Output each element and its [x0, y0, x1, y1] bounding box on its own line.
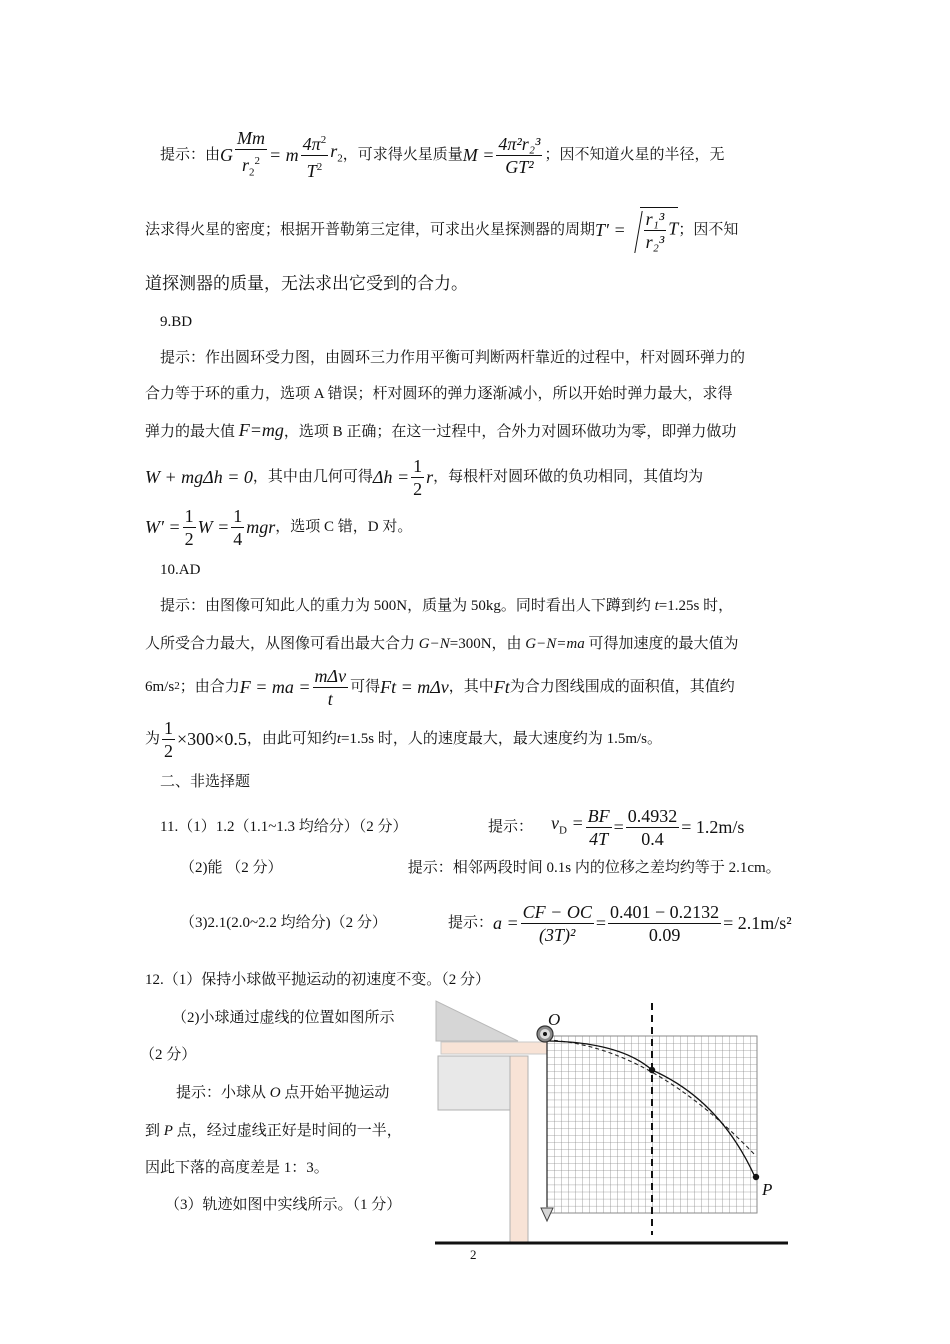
- table-leg: [510, 1056, 528, 1243]
- frac-num: 1: [233, 505, 243, 526]
- math-eq: = m: [269, 145, 299, 165]
- math: Ft = mΔv: [380, 677, 449, 697]
- result: = 2.1m/s²: [723, 913, 792, 933]
- q9-answer: 9.BD: [160, 314, 193, 330]
- q9-line1: 提示：作出圆环受力图，由圆环三力作用平衡可判断两杆靠近的过程中，杆对圆环弹力的: [160, 350, 746, 366]
- math: r: [426, 467, 434, 487]
- q9-line2: 合力等于环的重力，选项 A 错误；杆对圆环的弹力逐渐减小，所以开始时弹力最大，求得: [145, 386, 733, 402]
- text: 为合力图线围成的面积值，其值约: [509, 679, 735, 695]
- hint-label: 提示：: [448, 915, 494, 931]
- text: 可得: [350, 679, 381, 695]
- q12-part3: （3）轨迹如图中实线所示。（1 分）: [165, 1197, 402, 1213]
- text: 点，经过虚线正好是时间的一半，: [176, 1123, 402, 1139]
- text: 11.（1）1.2（1.1~1.3 均给分）（2 分）: [160, 819, 408, 835]
- text: =1.5s 时，人的速度最大，最大速度约为 1.5m/s。: [341, 731, 662, 747]
- text: 提示：由图像可知此人的重力为 500N，质量为 50kg。同时看出人下蹲到约: [160, 598, 651, 614]
- point-P-dot: [753, 1174, 759, 1180]
- frac-num: 1: [413, 455, 423, 476]
- text: ，选项 B 正确；在这一过程中，合外力对圆环做功为零，即弹力做功: [283, 424, 737, 440]
- t: 4π: [302, 133, 321, 154]
- section2-title: 二、非选择题: [160, 774, 251, 790]
- hint-label: 提示：由: [160, 147, 221, 163]
- frac-num: mΔv: [314, 665, 347, 686]
- math: W + mgΔh = 0: [145, 467, 253, 487]
- hint-label: 提示：: [488, 819, 534, 835]
- table-top: [441, 1042, 547, 1054]
- text: （3)2.1(2.0~2.2 均给分)（2 分）: [180, 915, 387, 931]
- sup: 2: [320, 133, 327, 146]
- q10-answer: 10.AD: [160, 562, 201, 578]
- frac-num: 4π²r₂³: [498, 133, 541, 154]
- math: t: [654, 598, 659, 614]
- ramp: [436, 1001, 518, 1041]
- t: v: [551, 813, 560, 834]
- text: 弹力的最大值: [145, 424, 236, 440]
- math: ×300×0.5: [177, 729, 247, 749]
- text: 法求得火星的密度；根据开普勒第三定律，可求出火星探测器的周期: [145, 222, 596, 238]
- frac-den: 0.09: [648, 924, 681, 945]
- sup: 2: [174, 680, 180, 692]
- math: F=mg: [238, 420, 284, 440]
- frac-den: r₂³: [645, 232, 665, 252]
- text: ，其中由几何可得: [252, 469, 373, 485]
- frac-den: (3T)²: [539, 924, 576, 945]
- frac-num: 1: [184, 505, 194, 526]
- text: 人所受合力最大，从图像可看出最大合力: [145, 636, 416, 652]
- r: r: [242, 154, 250, 175]
- frac-den: t: [327, 688, 333, 709]
- frac-num: 1: [164, 717, 174, 738]
- math-T-prime: T′ =: [595, 220, 626, 240]
- frac-den: 4T: [589, 828, 609, 849]
- q12-part1: 12.（1）保持小球做平抛运动的初速度不变。（2 分）: [145, 972, 491, 988]
- text: 提示：小球从: [176, 1085, 267, 1101]
- result: = 1.2m/s: [681, 817, 745, 837]
- ball-center: [543, 1032, 547, 1036]
- label-P: P: [762, 1180, 773, 1199]
- sup: 2: [254, 154, 261, 167]
- math-O: O: [269, 1085, 281, 1101]
- sub: 2: [337, 152, 343, 165]
- frac-den: 0.4: [641, 828, 664, 849]
- frac-num: CF − OC: [522, 901, 592, 922]
- q12-part2-line1: （2)小球通过虚线的位置如图所示: [172, 1010, 395, 1026]
- hint: 提示：相邻两段时间 0.1s 内的位移之差均约等于 2.1cm。: [407, 860, 781, 876]
- text: ，每根杆对圆环做的负功相同，其值均为: [433, 469, 704, 485]
- math: Ft: [493, 677, 510, 697]
- text: ；因不知道火星的半径，无: [544, 147, 725, 163]
- text: 点开始平抛运动: [284, 1085, 390, 1101]
- midpoint-dot: [649, 1067, 655, 1073]
- frac-den: GT²: [505, 156, 534, 177]
- frac-num: r₁³: [645, 209, 665, 229]
- math: Δh =: [372, 467, 410, 487]
- math-vD: $v_D$ =: [551, 813, 584, 837]
- frac-num: 0.4932: [627, 805, 678, 826]
- eq: =: [595, 913, 606, 933]
- page-number: 2: [470, 1247, 477, 1262]
- math: G−N: [418, 636, 450, 652]
- math: F = ma =: [239, 677, 311, 697]
- math-M: M =: [462, 145, 495, 165]
- frac-den: 2: [184, 528, 194, 549]
- text: 为: [145, 731, 161, 747]
- sup: 2: [316, 160, 323, 173]
- text: =1.25s 时，: [658, 598, 734, 614]
- label-O: O: [548, 1010, 561, 1029]
- frac-den: 2: [413, 478, 423, 499]
- t: T: [668, 218, 679, 239]
- text: =300N，由: [449, 636, 522, 652]
- text: ；由合力: [179, 679, 240, 695]
- text: ，其中: [448, 679, 494, 695]
- text: ，选项 C 错，D 对。: [275, 519, 413, 535]
- sub: D: [559, 824, 567, 837]
- text: （2)能 （2 分）: [180, 860, 283, 876]
- sub: 2: [249, 166, 255, 179]
- t: T: [306, 160, 317, 181]
- math: a =: [493, 913, 519, 933]
- text: 到: [145, 1123, 161, 1139]
- math: W′ =: [145, 517, 181, 537]
- frac-num: BF: [587, 805, 610, 826]
- text: 6m/s: [145, 679, 175, 695]
- text: ，由此可知约: [246, 731, 337, 747]
- q12-part2-line2: （2 分）: [140, 1047, 197, 1063]
- math-G: G: [220, 145, 234, 165]
- math-P: P: [163, 1123, 173, 1139]
- math: G−N=ma: [525, 636, 585, 652]
- frac-den: 4: [233, 528, 243, 549]
- text: ，可求得火星质量: [342, 147, 463, 163]
- math: t: [336, 731, 342, 747]
- text: ；因不知: [678, 222, 739, 238]
- math: W =: [197, 517, 230, 537]
- t: r: [330, 141, 338, 162]
- plumb-bob-icon: [541, 1208, 553, 1221]
- frac-num: 0.401 − 0.2132: [609, 901, 720, 922]
- q8-hint-line3: 道探测器的质量，无法求出它受到的合力。: [145, 274, 468, 293]
- frac-num: Mm: [237, 127, 266, 148]
- math: mgr: [246, 517, 276, 537]
- text: 可得加速度的最大值为: [588, 636, 739, 652]
- eq: =: [613, 817, 624, 837]
- support-block: [438, 1056, 510, 1110]
- frac-den: 2: [164, 740, 174, 761]
- q12-hint-line3: 因此下落的高度差是 1：3。: [145, 1160, 329, 1176]
